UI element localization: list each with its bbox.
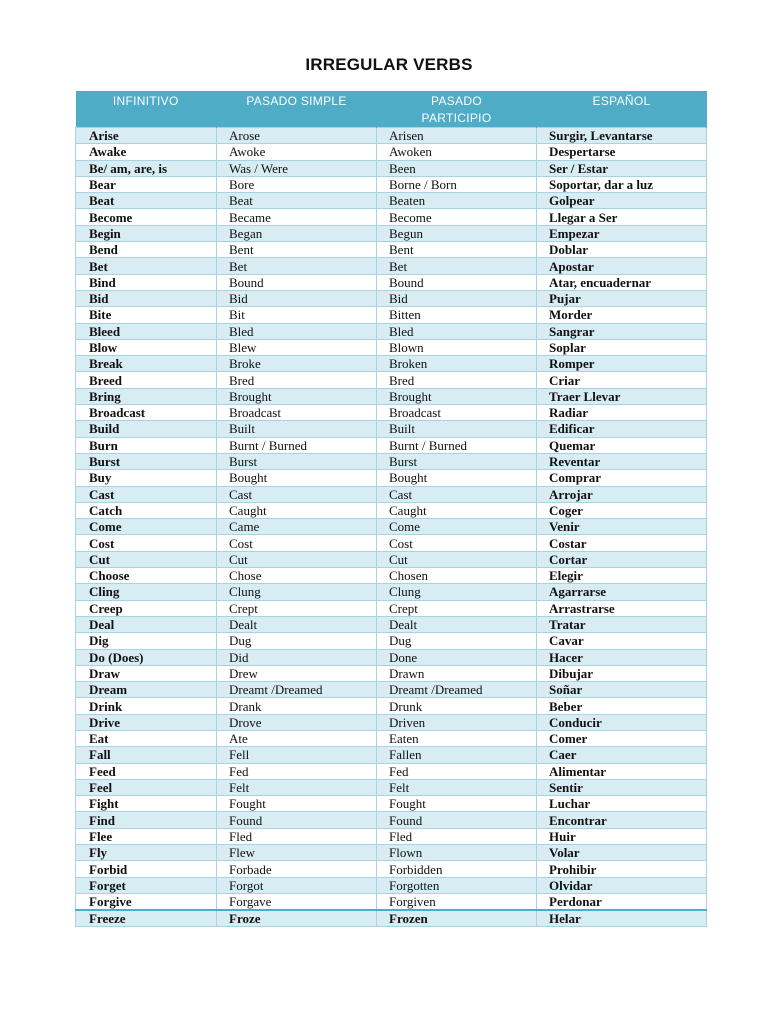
table-body <box>76 128 707 927</box>
pasado-participio-cell: Arisen <box>377 128 537 144</box>
espanol-cell: Empezar <box>537 225 707 241</box>
table-row <box>76 633 707 649</box>
pasado-participio-cell: Caught <box>377 502 537 518</box>
pasado-participio-cell: Bred <box>377 372 537 388</box>
infinitivo-cell: Bear <box>76 176 217 192</box>
infinitivo-cell: Find <box>76 812 217 828</box>
header-pasado-simple: PASADO SIMPLE <box>217 91 377 128</box>
espanol-cell: Luchar <box>537 796 707 812</box>
table-header <box>76 91 707 128</box>
table-row <box>76 323 707 339</box>
pasado-participio-cell: Bent <box>377 242 537 258</box>
table-row <box>76 209 707 225</box>
pasado-participio-cell: Begun <box>377 225 537 241</box>
infinitivo-cell: Choose <box>76 568 217 584</box>
espanol-cell: Sangrar <box>537 323 707 339</box>
pasado-simple-cell: Blew <box>217 339 377 355</box>
pasado-simple-cell: Felt <box>217 779 377 795</box>
table-row <box>76 861 707 877</box>
pasado-simple-cell: Broadcast <box>217 405 377 421</box>
infinitivo-cell: Drive <box>76 714 217 730</box>
infinitivo-cell: Fall <box>76 747 217 763</box>
infinitivo-cell: Burn <box>76 437 217 453</box>
table-row <box>76 828 707 844</box>
espanol-cell: Criar <box>537 372 707 388</box>
pasado-simple-cell: Crept <box>217 600 377 616</box>
table-row <box>76 796 707 812</box>
infinitivo-cell: Feel <box>76 779 217 795</box>
espanol-cell: Helar <box>537 910 707 927</box>
pasado-simple-cell: Forgave <box>217 893 377 910</box>
infinitivo-cell: Flee <box>76 828 217 844</box>
espanol-cell: Perdonar <box>537 893 707 910</box>
pasado-simple-cell: Bent <box>217 242 377 258</box>
page-title: IRREGULAR VERBS <box>305 55 473 74</box>
espanol-cell: Atar, encuadernar <box>537 274 707 290</box>
espanol-cell: Huir <box>537 828 707 844</box>
pasado-simple-cell: Flew <box>217 845 377 861</box>
espanol-cell: Despertarse <box>537 144 707 160</box>
table-row <box>76 193 707 209</box>
table-row <box>76 730 707 746</box>
table-row <box>76 519 707 535</box>
pasado-simple-cell: Drank <box>217 698 377 714</box>
espanol-cell: Morder <box>537 307 707 323</box>
infinitivo-cell: Drink <box>76 698 217 714</box>
table-row <box>76 649 707 665</box>
infinitivo-cell: Dig <box>76 633 217 649</box>
table-row <box>76 160 707 176</box>
pasado-simple-cell: Forgot <box>217 877 377 893</box>
pasado-simple-cell: Beat <box>217 193 377 209</box>
table-row <box>76 225 707 241</box>
pasado-simple-cell: Broke <box>217 356 377 372</box>
infinitivo-cell: Cast <box>76 486 217 502</box>
pasado-participio-cell: Burst <box>377 453 537 469</box>
espanol-cell: Encontrar <box>537 812 707 828</box>
infinitivo-cell: Blow <box>76 339 217 355</box>
infinitivo-cell: Come <box>76 519 217 535</box>
pasado-participio-cell: Broken <box>377 356 537 372</box>
espanol-cell: Volar <box>537 845 707 861</box>
pasado-simple-cell: Burnt / Burned <box>217 437 377 453</box>
pasado-simple-cell: Awoke <box>217 144 377 160</box>
pasado-simple-cell: Cast <box>217 486 377 502</box>
pasado-simple-cell: Caught <box>217 502 377 518</box>
pasado-simple-cell: Bid <box>217 290 377 306</box>
infinitivo-cell: Bend <box>76 242 217 258</box>
irregular-verbs-table <box>75 91 707 927</box>
espanol-cell: Quemar <box>537 437 707 453</box>
espanol-cell: Caer <box>537 747 707 763</box>
table-row <box>76 535 707 551</box>
pasado-participio-cell: Fallen <box>377 747 537 763</box>
espanol-cell: Dibujar <box>537 665 707 681</box>
espanol-cell: Coger <box>537 502 707 518</box>
infinitivo-cell: Freeze <box>76 910 217 927</box>
pasado-participio-cell: Brought <box>377 388 537 404</box>
espanol-cell: Hacer <box>537 649 707 665</box>
table-row <box>76 845 707 861</box>
pasado-participio-cell: Built <box>377 421 537 437</box>
espanol-cell: Reventar <box>537 453 707 469</box>
table-row <box>76 616 707 632</box>
pasado-simple-cell: Bought <box>217 470 377 486</box>
pasado-participio-cell: Fled <box>377 828 537 844</box>
espanol-cell: Conducir <box>537 714 707 730</box>
table-row <box>76 372 707 388</box>
pasado-simple-cell: Did <box>217 649 377 665</box>
pasado-simple-cell: Clung <box>217 584 377 600</box>
infinitivo-cell: Creep <box>76 600 217 616</box>
table-row <box>76 698 707 714</box>
pasado-simple-cell: Fed <box>217 763 377 779</box>
pasado-participio-cell: Eaten <box>377 730 537 746</box>
infinitivo-cell: Deal <box>76 616 217 632</box>
pasado-participio-cell: Dreamt /Dreamed <box>377 682 537 698</box>
table-row <box>76 682 707 698</box>
espanol-cell: Edificar <box>537 421 707 437</box>
espanol-cell: Doblar <box>537 242 707 258</box>
table-row <box>76 502 707 518</box>
pasado-participio-cell: Fought <box>377 796 537 812</box>
espanol-cell: Comer <box>537 730 707 746</box>
pasado-participio-cell: Awoken <box>377 144 537 160</box>
pasado-participio-cell: Cast <box>377 486 537 502</box>
table-row <box>76 779 707 795</box>
infinitivo-cell: Dream <box>76 682 217 698</box>
espanol-cell: Romper <box>537 356 707 372</box>
infinitivo-cell: Draw <box>76 665 217 681</box>
pasado-simple-cell: Brought <box>217 388 377 404</box>
pasado-participio-cell: Bitten <box>377 307 537 323</box>
pasado-simple-cell: Found <box>217 812 377 828</box>
pasado-simple-cell: Bred <box>217 372 377 388</box>
espanol-cell: Sentir <box>537 779 707 795</box>
espanol-cell: Apostar <box>537 258 707 274</box>
pasado-simple-cell: Fell <box>217 747 377 763</box>
infinitivo-cell: Breed <box>76 372 217 388</box>
pasado-participio-cell: Dug <box>377 633 537 649</box>
header-espanol: ESPAÑOL <box>537 91 707 128</box>
infinitivo-cell: Bite <box>76 307 217 323</box>
espanol-cell: Pujar <box>537 290 707 306</box>
table-row <box>76 307 707 323</box>
pasado-simple-cell: Came <box>217 519 377 535</box>
pasado-participio-cell: Bid <box>377 290 537 306</box>
infinitivo-cell: Break <box>76 356 217 372</box>
infinitivo-cell: Fight <box>76 796 217 812</box>
infinitivo-cell: Beat <box>76 193 217 209</box>
table-row <box>76 421 707 437</box>
espanol-cell: Beber <box>537 698 707 714</box>
table-row <box>76 551 707 567</box>
table-row <box>76 877 707 893</box>
pasado-simple-cell: Cost <box>217 535 377 551</box>
pasado-participio-cell: Chosen <box>377 568 537 584</box>
pasado-simple-cell: Fought <box>217 796 377 812</box>
infinitivo-cell: Bleed <box>76 323 217 339</box>
pasado-simple-cell: Built <box>217 421 377 437</box>
espanol-cell: Comprar <box>537 470 707 486</box>
pasado-participio-cell: Drawn <box>377 665 537 681</box>
table-row <box>76 128 707 144</box>
infinitivo-cell: Cost <box>76 535 217 551</box>
table-row <box>76 747 707 763</box>
table-row <box>76 486 707 502</box>
pasado-participio-cell: Been <box>377 160 537 176</box>
espanol-cell: Alimentar <box>537 763 707 779</box>
pasado-simple-cell: Dealt <box>217 616 377 632</box>
pasado-participio-cell: Flown <box>377 845 537 861</box>
infinitivo-cell: Eat <box>76 730 217 746</box>
infinitivo-cell: Cling <box>76 584 217 600</box>
table-row <box>76 763 707 779</box>
pasado-simple-cell: Became <box>217 209 377 225</box>
infinitivo-cell: Cut <box>76 551 217 567</box>
pasado-simple-cell: Fled <box>217 828 377 844</box>
espanol-cell: Ser / Estar <box>537 160 707 176</box>
espanol-cell: Surgir, Levantarse <box>537 128 707 144</box>
pasado-simple-cell: Bore <box>217 176 377 192</box>
pasado-participio-cell: Dealt <box>377 616 537 632</box>
espanol-cell: Elegir <box>537 568 707 584</box>
pasado-participio-cell: Bet <box>377 258 537 274</box>
table-row <box>76 339 707 355</box>
pasado-participio-cell: Done <box>377 649 537 665</box>
pasado-participio-cell: Felt <box>377 779 537 795</box>
infinitivo-cell: Bind <box>76 274 217 290</box>
espanol-cell: Venir <box>537 519 707 535</box>
infinitivo-cell: Begin <box>76 225 217 241</box>
pasado-simple-cell: Bet <box>217 258 377 274</box>
table-row <box>76 388 707 404</box>
espanol-cell: Costar <box>537 535 707 551</box>
espanol-cell: Agarrarse <box>537 584 707 600</box>
pasado-simple-cell: Drove <box>217 714 377 730</box>
infinitivo-cell: Arise <box>76 128 217 144</box>
espanol-cell: Tratar <box>537 616 707 632</box>
espanol-cell: Llegar a Ser <box>537 209 707 225</box>
table-row <box>76 812 707 828</box>
infinitivo-cell: Feed <box>76 763 217 779</box>
espanol-cell: Soplar <box>537 339 707 355</box>
pasado-participio-cell: Forgiven <box>377 893 537 910</box>
pasado-simple-cell: Cut <box>217 551 377 567</box>
infinitivo-cell: Do (Does) <box>76 649 217 665</box>
pasado-simple-cell: Drew <box>217 665 377 681</box>
table-row <box>76 714 707 730</box>
header-pasado-participio: PASADO PARTICIPIO <box>377 91 537 128</box>
pasado-participio-cell: Borne / Born <box>377 176 537 192</box>
infinitivo-cell: Bid <box>76 290 217 306</box>
pasado-simple-cell: Ate <box>217 730 377 746</box>
pasado-simple-cell: Dreamt /Dreamed <box>217 682 377 698</box>
espanol-cell: Soñar <box>537 682 707 698</box>
pasado-participio-cell: Beaten <box>377 193 537 209</box>
table-row <box>76 665 707 681</box>
table-row <box>76 176 707 192</box>
table-row <box>76 144 707 160</box>
pasado-participio-cell: Cost <box>377 535 537 551</box>
pasado-participio-cell: Blown <box>377 339 537 355</box>
infinitivo-cell: Bet <box>76 258 217 274</box>
table-row <box>76 568 707 584</box>
infinitivo-cell: Build <box>76 421 217 437</box>
infinitivo-cell: Awake <box>76 144 217 160</box>
espanol-cell: Radiar <box>537 405 707 421</box>
infinitivo-cell: Be/ am, are, is <box>76 160 217 176</box>
infinitivo-cell: Catch <box>76 502 217 518</box>
infinitivo-cell: Buy <box>76 470 217 486</box>
pasado-participio-cell: Clung <box>377 584 537 600</box>
table-row <box>76 356 707 372</box>
espanol-cell: Olvidar <box>537 877 707 893</box>
espanol-cell: Arrastrarse <box>537 600 707 616</box>
infinitivo-cell: Forget <box>76 877 217 893</box>
espanol-cell: Prohibir <box>537 861 707 877</box>
infinitivo-cell: Broadcast <box>76 405 217 421</box>
espanol-cell: Arrojar <box>537 486 707 502</box>
pasado-simple-cell: Froze <box>217 910 377 927</box>
pasado-simple-cell: Arose <box>217 128 377 144</box>
infinitivo-cell: Burst <box>76 453 217 469</box>
pasado-simple-cell: Chose <box>217 568 377 584</box>
header-infinitivo: INFINITIVO <box>76 91 217 128</box>
pasado-participio-cell: Frozen <box>377 910 537 927</box>
table-row <box>76 600 707 616</box>
espanol-cell: Soportar, dar a luz <box>537 176 707 192</box>
pasado-participio-cell: Found <box>377 812 537 828</box>
table-row <box>76 893 707 910</box>
infinitivo-cell: Forbid <box>76 861 217 877</box>
pasado-participio-cell: Drunk <box>377 698 537 714</box>
pasado-participio-cell: Bought <box>377 470 537 486</box>
pasado-simple-cell: Was / Were <box>217 160 377 176</box>
table-row <box>76 405 707 421</box>
pasado-participio-cell: Forbidden <box>377 861 537 877</box>
pasado-participio-cell: Driven <box>377 714 537 730</box>
pasado-simple-cell: Forbade <box>217 861 377 877</box>
espanol-cell: Golpear <box>537 193 707 209</box>
pasado-simple-cell: Bit <box>217 307 377 323</box>
table-row <box>76 274 707 290</box>
pasado-simple-cell: Bled <box>217 323 377 339</box>
pasado-simple-cell: Dug <box>217 633 377 649</box>
table-row <box>76 470 707 486</box>
pasado-participio-cell: Bound <box>377 274 537 290</box>
pasado-participio-cell: Bled <box>377 323 537 339</box>
table-row <box>76 437 707 453</box>
table-row <box>76 453 707 469</box>
pasado-simple-cell: Burst <box>217 453 377 469</box>
pasado-participio-cell: Burnt / Burned <box>377 437 537 453</box>
espanol-cell: Cavar <box>537 633 707 649</box>
infinitivo-cell: Forgive <box>76 893 217 910</box>
pasado-participio-cell: Become <box>377 209 537 225</box>
infinitivo-cell: Bring <box>76 388 217 404</box>
espanol-cell: Cortar <box>537 551 707 567</box>
pasado-participio-cell: Come <box>377 519 537 535</box>
pasado-simple-cell: Bound <box>217 274 377 290</box>
pasado-participio-cell: Broadcast <box>377 405 537 421</box>
pasado-participio-cell: Forgotten <box>377 877 537 893</box>
pasado-participio-cell: Cut <box>377 551 537 567</box>
pasado-simple-cell: Began <box>217 225 377 241</box>
table-row <box>76 242 707 258</box>
infinitivo-cell: Become <box>76 209 217 225</box>
table-row <box>76 258 707 274</box>
pasado-participio-cell: Crept <box>377 600 537 616</box>
table-row <box>76 290 707 306</box>
table-row <box>76 910 707 927</box>
infinitivo-cell: Fly <box>76 845 217 861</box>
pasado-participio-cell: Fed <box>377 763 537 779</box>
espanol-cell: Traer Llevar <box>537 388 707 404</box>
table-row <box>76 584 707 600</box>
